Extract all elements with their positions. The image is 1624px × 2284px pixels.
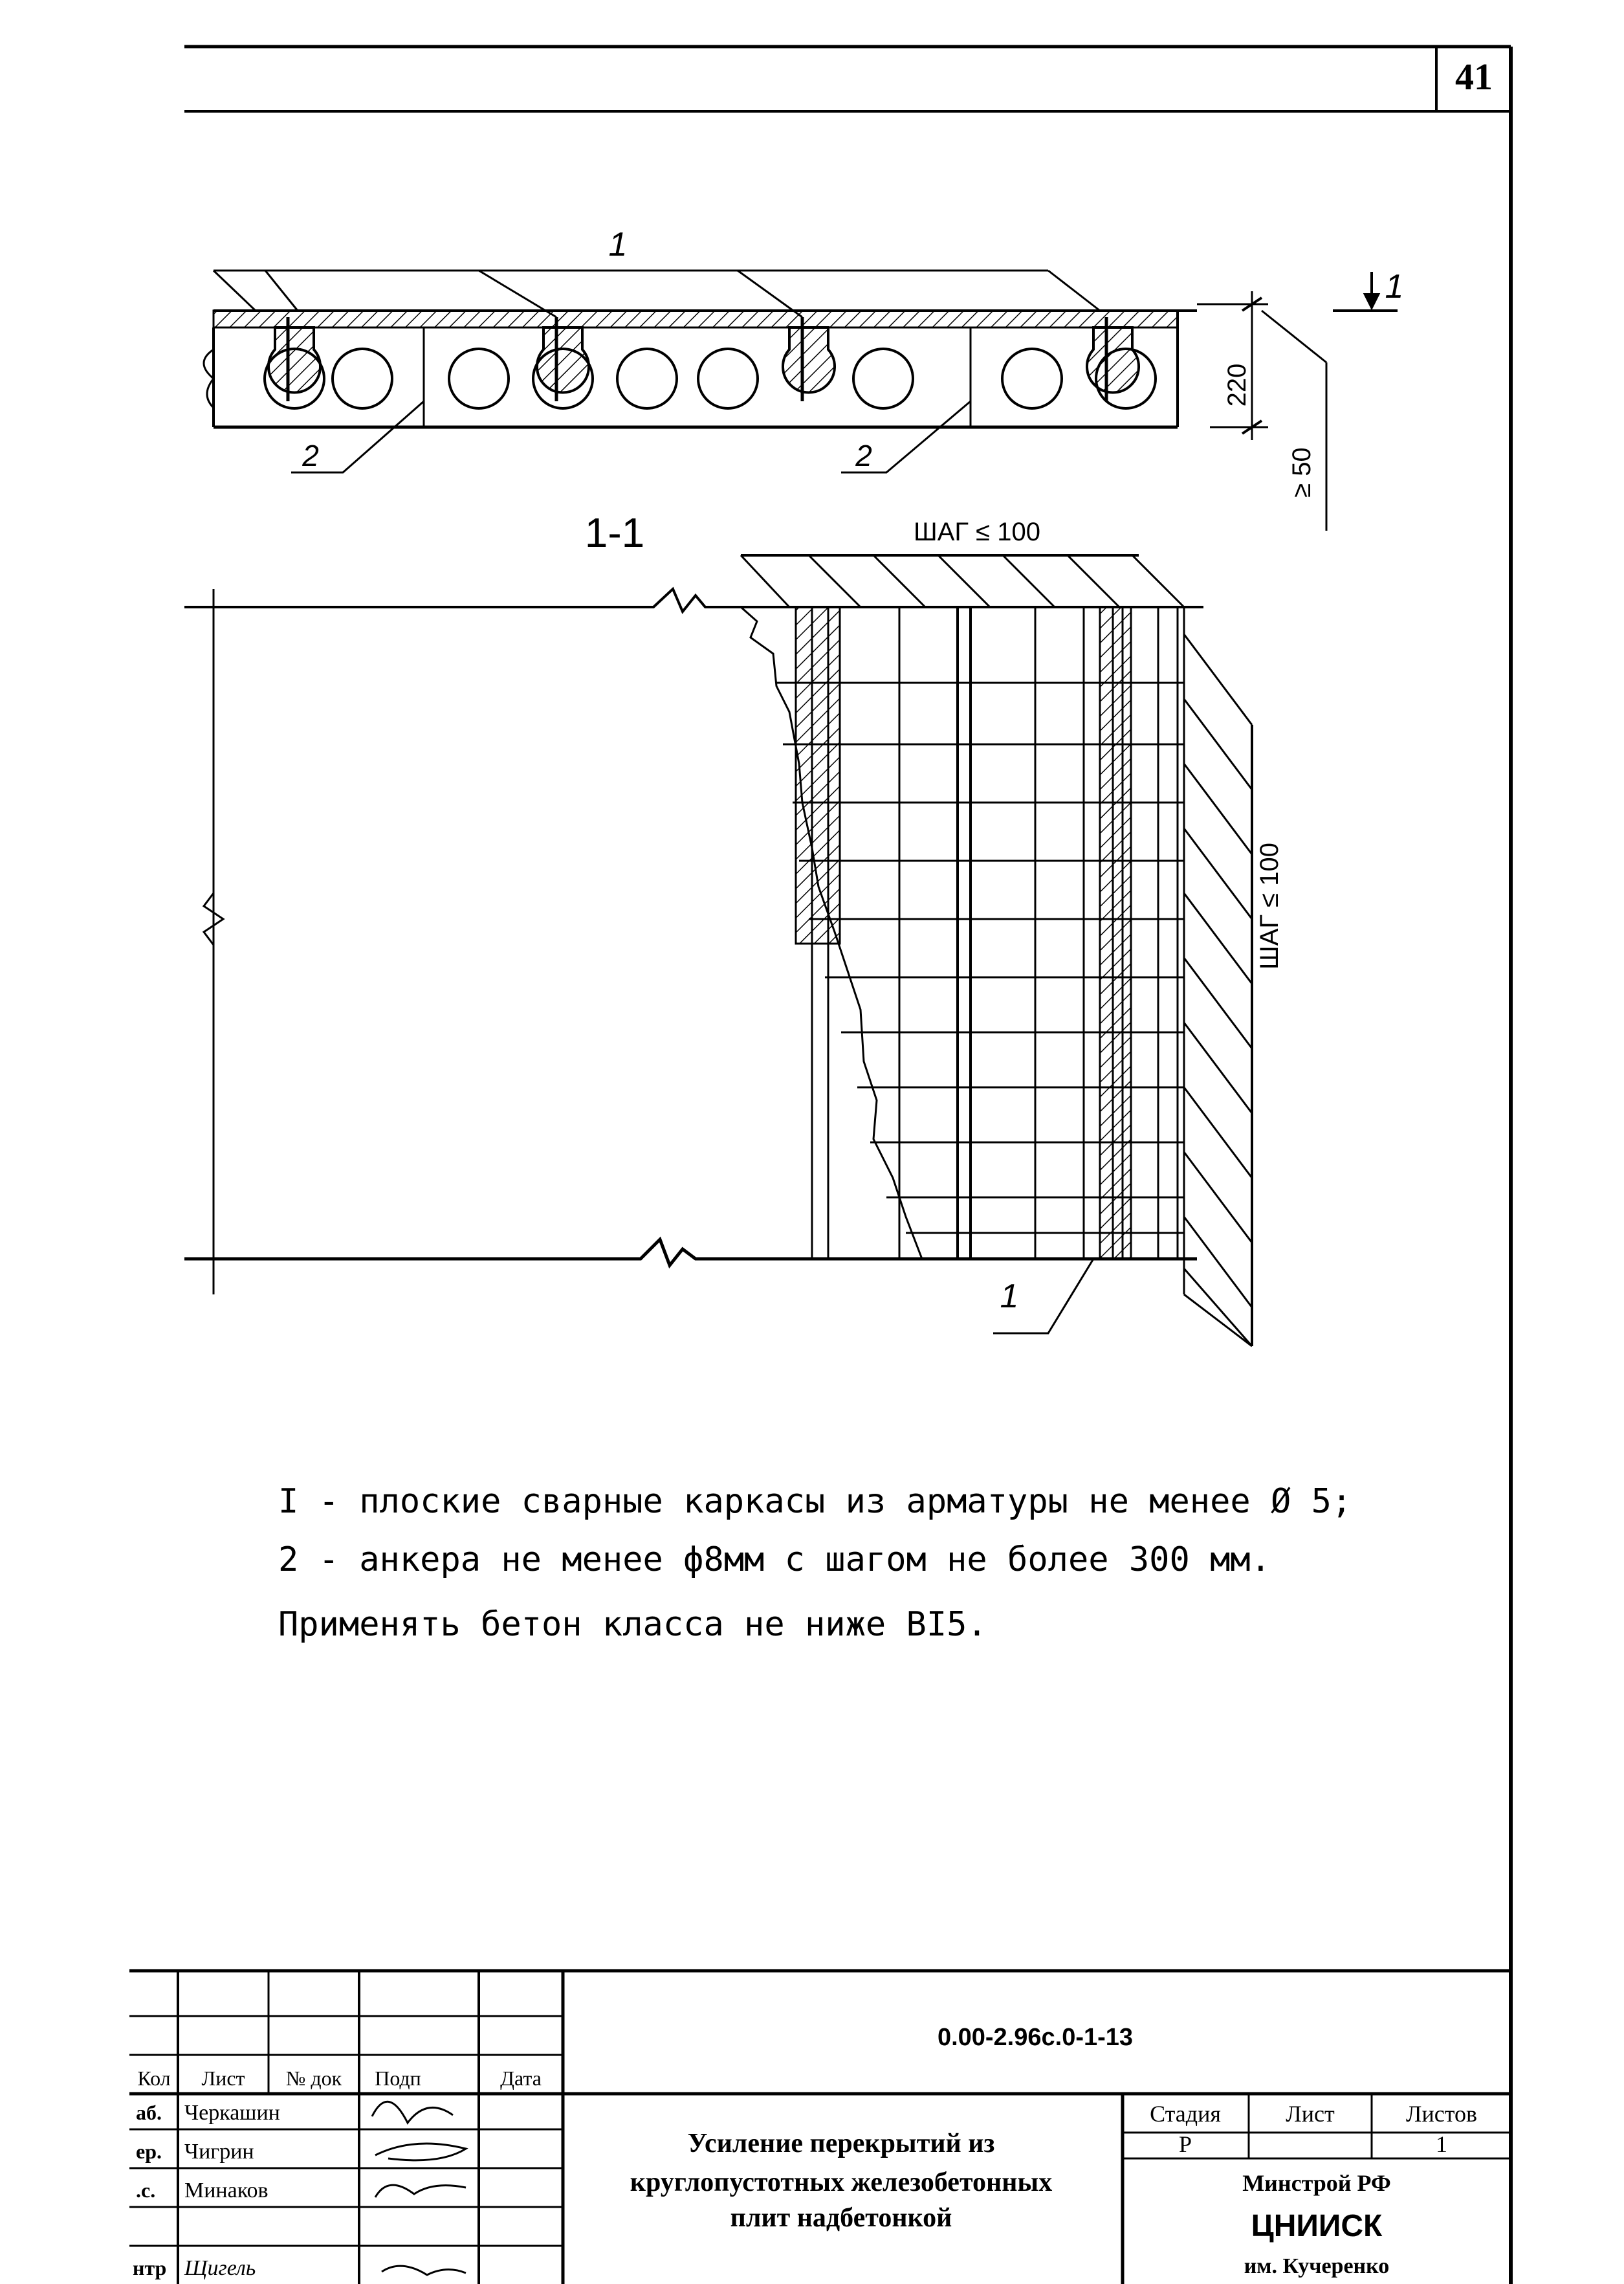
role-5: нтр	[133, 2256, 167, 2279]
doc-title-3: плит надбетонкой	[730, 2203, 952, 2233]
step-top-label: ШАГ ≤ 100	[914, 518, 1040, 546]
name-3: Минаков	[184, 2179, 269, 2202]
org-named: им. Кучеренко	[1244, 2254, 1390, 2278]
name-1: Черкашин	[184, 2101, 280, 2125]
callout-2-right: 2	[855, 439, 872, 472]
callout-2-left: 2	[302, 439, 319, 472]
header-doc: № док	[285, 2067, 342, 2090]
header-sign: Подп	[375, 2067, 421, 2090]
step-side-label: ШАГ ≤ 100	[1255, 843, 1284, 970]
header-date: Дата	[500, 2067, 542, 2090]
header-kol: Кол	[137, 2067, 171, 2090]
role-2: ер.	[136, 2140, 162, 2163]
role-3: .с.	[136, 2179, 156, 2202]
role-1: аб.	[136, 2101, 162, 2124]
stage-value: Р	[1178, 2131, 1192, 2157]
sheet-number: 41	[1455, 56, 1493, 98]
callout-1-bottom: 1	[1000, 1278, 1019, 1315]
header-list: Лист	[201, 2067, 245, 2090]
note-line-1: I - плоские сварные каркасы из арматуры не менее Ø 5;	[278, 1482, 1352, 1521]
note-line-3: Применять бетон класса не ниже BI5.	[278, 1605, 987, 1644]
dim-topping-min: ≥ 50	[1288, 447, 1316, 498]
dim-slab-depth: 220	[1223, 363, 1251, 407]
note-line-2: 2 - анкера не менее ф8мм с шагом не более 300 мм.	[278, 1540, 1271, 1579]
org-ministry: Минстрой РФ	[1242, 2170, 1391, 2196]
doc-title-2: круглопустотных железобетонных	[630, 2168, 1053, 2197]
doc-code: 0.00-2.96с.0-1-13	[937, 2024, 1134, 2051]
section-mark-label: 1	[1385, 268, 1404, 305]
sheets-label: Листов	[1406, 2101, 1477, 2127]
name-2: Чигрин	[184, 2140, 254, 2164]
callout-1-top: 1	[608, 226, 628, 263]
org-institute: ЦНИИСК	[1251, 2209, 1383, 2243]
sheets-value: 1	[1436, 2131, 1447, 2157]
section-title: 1-1	[584, 509, 645, 556]
stage-label: Стадия	[1150, 2101, 1221, 2127]
doc-title-1: Усиление перекрытий из	[687, 2129, 995, 2158]
name-5: Щигель	[184, 2256, 256, 2280]
sheet-label: Лист	[1286, 2101, 1335, 2127]
